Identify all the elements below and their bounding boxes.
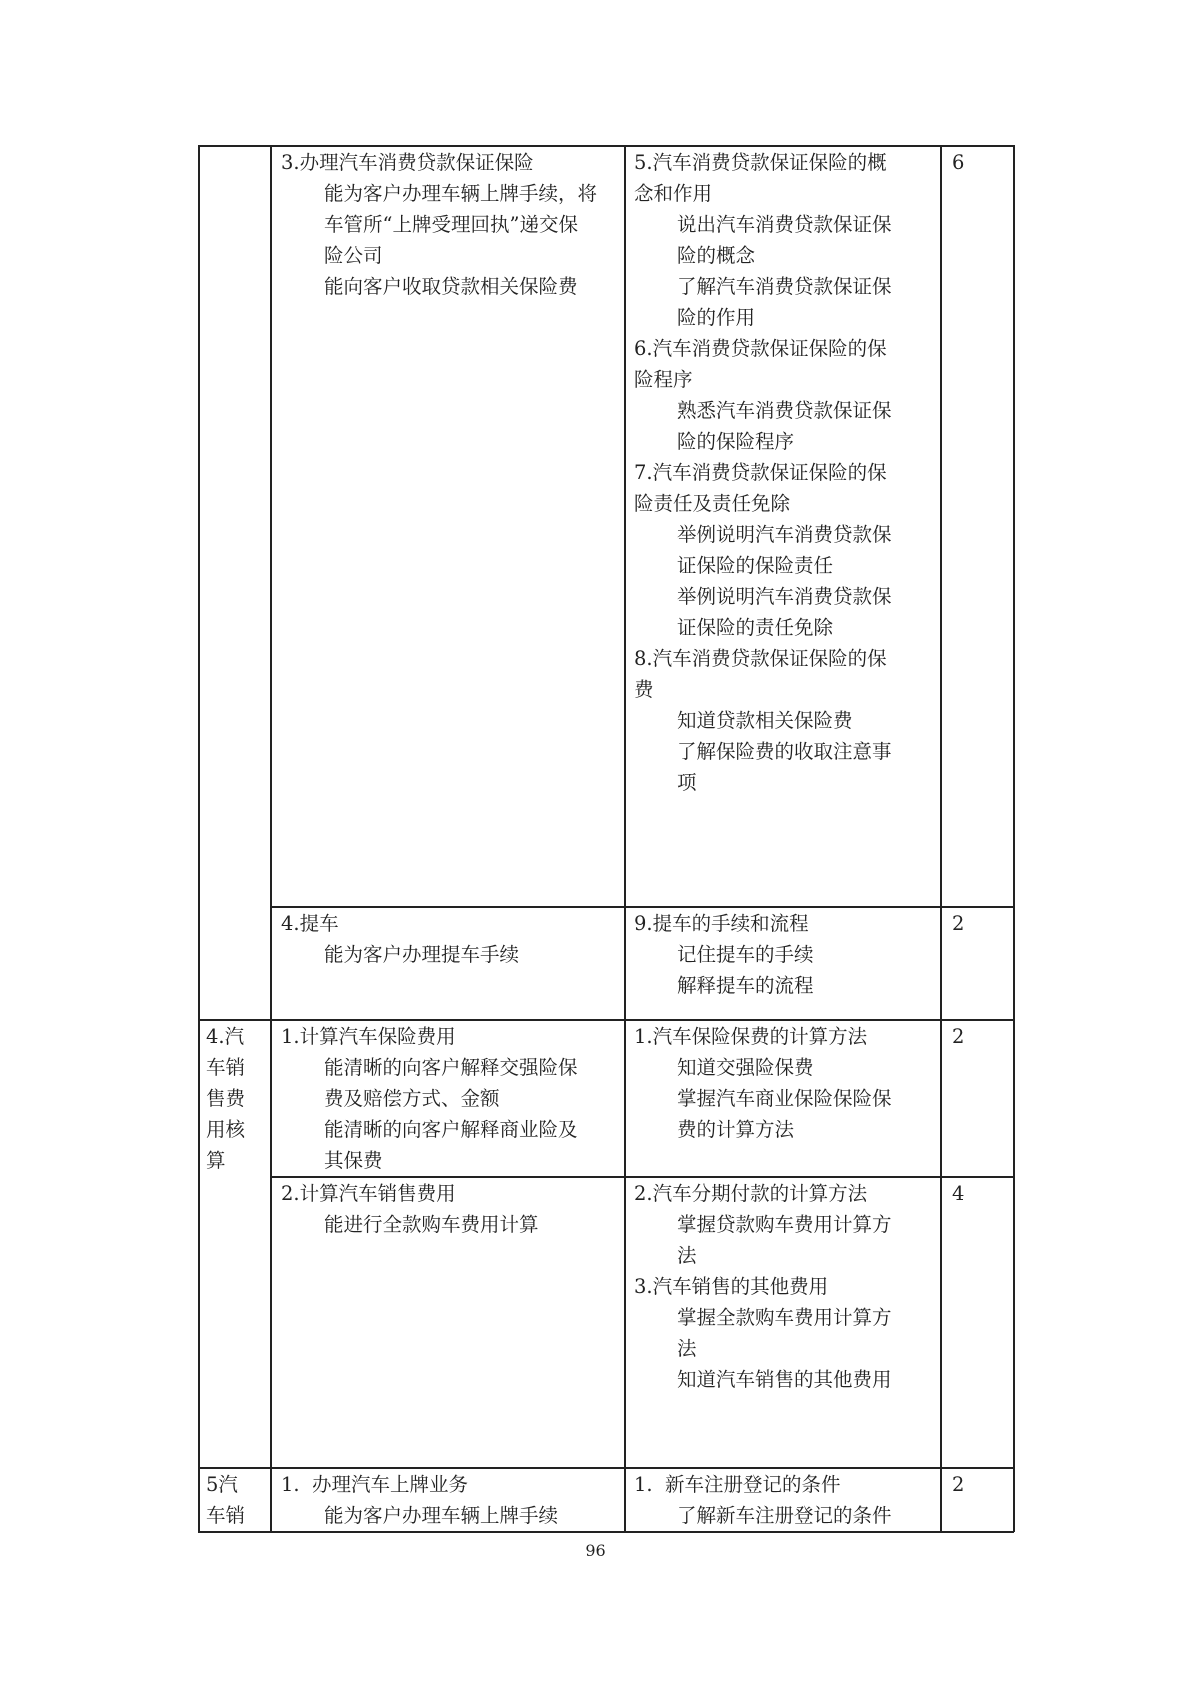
knowledge-line: 知道贷款相关保险费 [677, 709, 853, 732]
knowledge-line: 举例说明汽车消费贷款保 [677, 523, 892, 546]
hours-cell: 2 [952, 912, 965, 935]
knowledge-line: 费的计算方法 [677, 1118, 795, 1141]
knowledge-cell [634, 1178, 892, 1395]
knowledge-line: 掌握汽车商业保险保险保 [677, 1087, 892, 1110]
knowledge-line: 法 [677, 1337, 697, 1360]
skill-line: 费及赔偿方式、金额 [324, 1087, 500, 1110]
knowledge-line: 掌握贷款购车费用计算方 [677, 1213, 892, 1236]
knowledge-cell [634, 147, 892, 798]
knowledge-line: 3.汽车销售的其他费用 [634, 1275, 829, 1298]
knowledge-line: 解释提车的流程 [677, 974, 814, 997]
module-number-cell [206, 1469, 245, 1531]
knowledge-line: 险的保险程序 [677, 430, 795, 453]
hours-cell: 2 [952, 1473, 965, 1496]
knowledge-line: 1. 新车注册登记的条件 [634, 1473, 841, 1496]
skill-line: 能为客户办理提车手续 [324, 943, 520, 966]
skills-cell [281, 1178, 539, 1240]
column-divider [624, 145, 626, 1532]
knowledge-line: 险程序 [634, 368, 693, 391]
knowledge-line: 9.提车的手续和流程 [634, 912, 809, 935]
knowledge-line: 险的作用 [677, 306, 756, 329]
skill-line: 能为客户办理车辆上牌手续 [324, 1504, 559, 1527]
hours-cell: 6 [952, 151, 965, 174]
column-divider [940, 145, 942, 1532]
knowledge-line: 2.汽车分期付款的计算方法 [634, 1182, 868, 1205]
skill-line: 2.计算汽车销售费用 [281, 1182, 456, 1205]
knowledge-line: 掌握全款购车费用计算方 [677, 1306, 892, 1329]
skill-line: 车管所“上牌受理回执”递交保 [324, 213, 578, 236]
knowledge-line: 熟悉汽车消费贷款保证保 [677, 399, 892, 422]
skill-line: 能清晰的向客户解释交强险保 [324, 1056, 578, 1079]
skills-cell [281, 1469, 558, 1531]
knowledge-line: 8.汽车消费贷款保证保险的保 [634, 647, 887, 670]
knowledge-line: 项 [677, 771, 697, 794]
knowledge-line: 证保险的责任免除 [677, 616, 834, 639]
module-number-line: 4.汽 [206, 1025, 245, 1048]
knowledge-line: 了解新车注册登记的条件 [677, 1504, 892, 1527]
knowledge-line: 知道交强险保费 [677, 1056, 814, 1079]
skill-line: 能清晰的向客户解释商业险及 [324, 1118, 578, 1141]
knowledge-line: 说出汽车消费贷款保证保 [677, 213, 892, 236]
module-number-line: 用核 [206, 1118, 246, 1141]
knowledge-line: 法 [677, 1244, 697, 1267]
knowledge-line: 险责任及责任免除 [634, 492, 791, 515]
knowledge-line: 念和作用 [634, 182, 713, 205]
module-number-line: 车销 [206, 1056, 246, 1079]
skill-line: 其保费 [324, 1149, 383, 1172]
knowledge-cell [634, 1469, 892, 1531]
skill-line: 1.计算汽车保险费用 [281, 1025, 456, 1048]
skill-line: 险公司 [324, 244, 383, 267]
skills-cell [281, 908, 519, 970]
knowledge-line: 了解保险费的收取注意事 [677, 740, 892, 763]
skills-cell [281, 1021, 578, 1176]
knowledge-cell [634, 908, 814, 1001]
table-border-bottom [198, 1531, 1014, 1533]
knowledge-line: 险的概念 [677, 244, 756, 267]
hours-cell: 2 [952, 1025, 965, 1048]
knowledge-cell [634, 1021, 892, 1145]
skill-line: 能为客户办理车辆上牌手续，将 [324, 182, 598, 205]
module-number-line: 车销 [206, 1504, 246, 1527]
knowledge-line: 5.汽车消费贷款保证保险的概 [634, 151, 887, 174]
module-number-line: 售费 [206, 1087, 246, 1110]
knowledge-line: 了解汽车消费贷款保证保 [677, 275, 892, 298]
module-number-line: 算 [206, 1149, 226, 1172]
table-border-left [198, 145, 200, 1532]
knowledge-line: 1.汽车保险保费的计算方法 [634, 1025, 868, 1048]
skill-line: 能进行全款购车费用计算 [324, 1213, 539, 1236]
knowledge-line: 举例说明汽车消费贷款保 [677, 585, 892, 608]
skills-cell [281, 147, 597, 302]
hours-cell: 4 [952, 1182, 965, 1205]
module-number-line: 5汽 [206, 1473, 238, 1496]
table-border-right [1013, 145, 1015, 1532]
knowledge-line: 记住提车的手续 [677, 943, 814, 966]
column-divider [270, 145, 272, 1532]
page-number: 96 [585, 1541, 606, 1560]
skill-line: 4.提车 [281, 912, 339, 935]
knowledge-line: 7.汽车消费贷款保证保险的保 [634, 461, 887, 484]
module-number-cell [206, 1021, 245, 1176]
skill-line: 3.办理汽车消费贷款保证保险 [281, 151, 534, 174]
knowledge-line: 6.汽车消费贷款保证保险的保 [634, 337, 887, 360]
knowledge-line: 知道汽车销售的其他费用 [677, 1368, 892, 1391]
skill-line: 1. 办理汽车上牌业务 [281, 1473, 469, 1496]
knowledge-line: 证保险的保险责任 [677, 554, 834, 577]
skill-line: 能向客户收取贷款相关保险费 [324, 275, 578, 298]
knowledge-line: 费 [634, 678, 654, 701]
